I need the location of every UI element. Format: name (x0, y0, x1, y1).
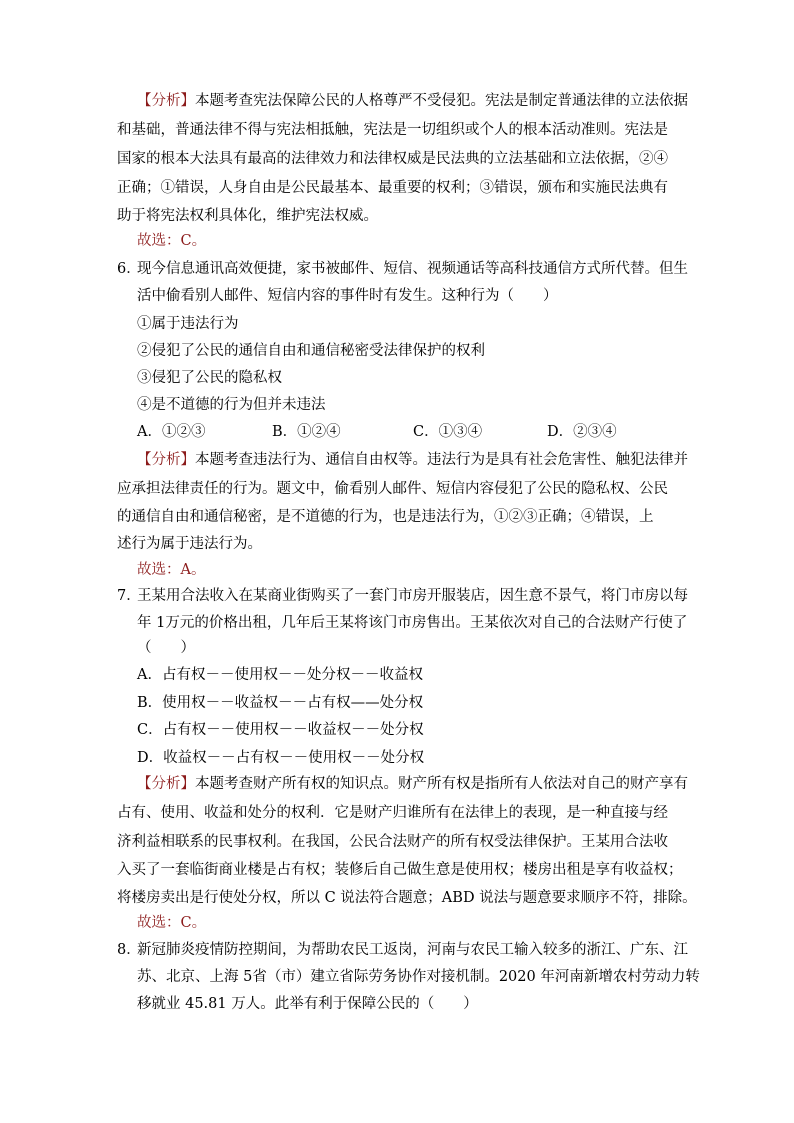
option-b: B．①②④ (272, 424, 341, 440)
question-stem-line: 活中偷看别人邮件、短信内容的事件时有发生。这种行为（ ） (137, 288, 558, 304)
option-b: B．使用权－－收益权－－占有权——处分权 (137, 695, 424, 711)
analysis-line: 国家的根本大法具有最高的法律效力和法律权威是民法典的立法基础和立法依据，②④ (117, 151, 668, 167)
option-d: D．收益权－－占有权－－使用权－－处分权 (137, 750, 425, 766)
analysis-tag: 【分析】 (137, 93, 195, 109)
statement-item: ②侵犯了公民的通信自由和通信秘密受法律保护的权利 (137, 343, 485, 359)
option-c: C．占有权－－使用权－－收益权－－处分权 (137, 722, 424, 738)
analysis-line: 述行为属于违法行为。 (117, 536, 262, 552)
analysis-line: 占有、使用、收益和处分的权利．它是财产归谁所有在法律上的表现，是一种直接与经 (117, 805, 668, 821)
analysis-line: 【分析】本题考查宪法保障公民的人格尊严不受侵犯。宪法是制定普通法律的立法依据 (137, 93, 688, 109)
answer-line: 故选：C。 (137, 915, 207, 931)
option-d: D．②③④ (547, 424, 617, 440)
analysis-line: 入买了一套临街商业楼是占有权；装修后自己做生意是使用权；楼房出租是享有收益权； (117, 862, 683, 878)
answer-line: 故选：A。 (137, 562, 206, 578)
option-a: A．①②③ (137, 424, 206, 440)
question-stem-line: 苏、北京、上海 5省（市）建立省际劳务协作对接机制。2020 年河南新增农村劳动力转 (137, 969, 700, 985)
option-c: C．①③④ (413, 424, 483, 440)
analysis-line: 将楼房卖出是行使处分权，所以 C 说法符合题意；ABD 说法与题意要求顺序不符，排除。 (117, 890, 697, 906)
analysis-line: 正确；①错误，人身自由是公民最基本、最重要的权利；③错误，颁布和实施民法典有 (117, 180, 668, 196)
question-number: 8． (117, 942, 141, 958)
analysis-line: 济利益相联系的民事权利。在我国，公民合法财产的所有权受法律保护。王某用合法收 (117, 834, 668, 850)
analysis-line: 【分析】本题考查财产所有权的知识点。财产所有权是指所有人依法对自己的财产享有 (137, 776, 688, 792)
analysis-line: 的通信自由和通信秘密，是不道德的行为，也是违法行为，①②③正确；④错误，上 (117, 509, 654, 525)
question-stem-line: 年 1万元的价格出租，几年后王某将该门市房售出。王某依次对自己的合法财产行使了 (137, 615, 688, 631)
question-number: 6． (117, 261, 141, 277)
question-stem-line: 王某用合法收入在某商业街购买了一套门市房开服装店，因生意不景气，将门市房以每 (137, 588, 688, 604)
question-stem-line: 移就业 45.81 万人。此举有利于保障公民的（ ） (137, 996, 478, 1012)
statement-item: ③侵犯了公民的隐私权 (137, 370, 282, 386)
question-stem-line: （ ） (137, 640, 195, 656)
statement-item: ④是不道德的行为但并未违法 (137, 397, 326, 413)
analysis-tag: 【分析】 (137, 776, 195, 792)
analysis-line: 应承担法律责任的行为。题文中，偷看别人邮件、短信内容侵犯了公民的隐私权、公民 (117, 481, 668, 497)
question-stem-line: 现今信息通讯高效便捷，家书被邮件、短信、视频通话等高科技通信方式所代替。但生 (137, 261, 688, 277)
answer-line: 故选：C。 (137, 233, 207, 249)
analysis-line: 【分析】本题考查违法行为、通信自由权等。违法行为是具有社会危害性、触犯法律并 (137, 452, 688, 468)
analysis-line: 助于将宪法权利具体化，维护宪法权威。 (117, 208, 378, 224)
analysis-line: 和基础，普通法律不得与宪法相抵触，宪法是一切组织或个人的根本活动准则。宪法是 (117, 122, 668, 138)
question-stem-line: 新冠肺炎疫情防控期间，为帮助农民工返岗，河南与农民工输入较多的浙江、广东、江 (137, 942, 688, 958)
statement-item: ①属于违法行为 (137, 316, 239, 332)
option-a: A．占有权－－使用权－－处分权－－收益权 (137, 667, 423, 683)
question-number: 7． (117, 588, 141, 604)
analysis-tag: 【分析】 (137, 452, 195, 468)
